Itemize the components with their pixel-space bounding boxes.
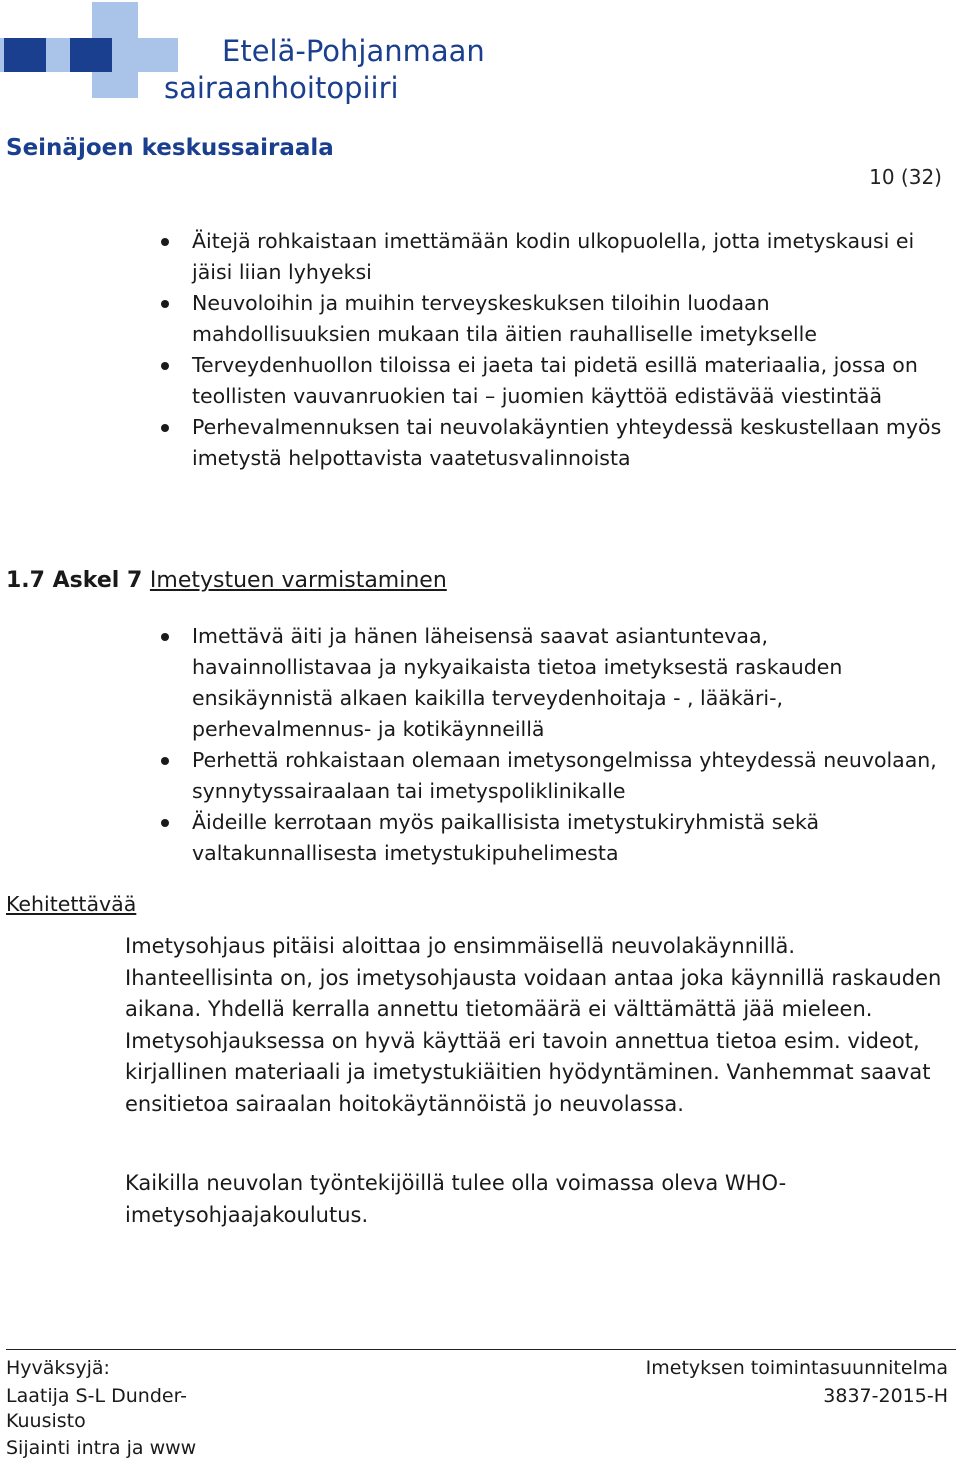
footer-author-line-1: Laatija S-L Dunder- <box>6 1385 188 1407</box>
list-item-text: Imettävä äiti ja hänen läheisensä saavat asiantuntevaa, havainnollistavaa ja nykyaikaista tietoa imetyksestä raskauden ensikäynnistä alkaen kaikilla terveydenhoitaja - , lääkäri-, perhevalmennus- ja kotikäynneillä <box>192 624 843 741</box>
bullet-icon <box>161 819 169 827</box>
list-item <box>192 288 944 350</box>
logo-dark-square-center <box>70 38 112 72</box>
development-paragraph-1: Imetysohjaus pitäisi aloittaa jo ensimmäisellä neuvolakäynnillä. Ihanteellisinta on, jos imetysohjausta voidaan antaa joka käynnillä raskauden aikana. Yhdellä kerralla annettu tietomäärä ei välttämättä jää mieleen. Imetysohjauksessa on hyvä käyttää eri tavoin annettua tietoa esim. videot, kirjallinen materiaali ja imetystukiäitien hyödyntäminen. Vanhemmat saavat ensitietoa sairaalan hoitokäytännöistä jo neuvolassa. <box>125 934 942 1116</box>
list-item <box>192 745 947 807</box>
footer-author-line-2: Kuusisto <box>6 1410 86 1432</box>
list-item-text: Äideille kerrotaan myös paikallisista imetystukiryhmistä sekä valtakunnallisesta imetystukipuhelimesta <box>192 810 820 865</box>
development-label: Kehitettävää <box>6 892 137 916</box>
footer-approved: Hyväksyjä: <box>6 1357 110 1379</box>
bullet-icon <box>161 757 169 765</box>
list-item <box>192 350 944 412</box>
footer-divider <box>6 1349 956 1350</box>
bullet-icon <box>161 424 169 432</box>
logo-line-1: Etelä-Pohjanmaan <box>222 34 485 68</box>
section-step: Askel 7 <box>52 568 143 593</box>
list-item <box>192 226 944 288</box>
footer-doc-title: Imetyksen toimintasuunnitelma <box>645 1357 948 1379</box>
development-paragraph-2: Kaikilla neuvolan työntekijöillä tulee olla voimassa oleva WHO-imetysohjaajakoulutus. <box>125 1171 787 1227</box>
list-item-text: Perhettä rohkaistaan olemaan imetysongelmissa yhteydessä neuvolaan, synnytyssairaalaan tai imetyspoliklinikalle <box>192 748 937 803</box>
section-heading <box>6 568 447 593</box>
section-bullet-list <box>192 621 947 869</box>
logo-line-2: sairaanhoitopiiri <box>164 71 399 105</box>
list-item <box>192 807 947 869</box>
hospital-name: Seinäjoen keskussairaala <box>6 135 334 161</box>
list-item-text: Perhevalmennuksen tai neuvolakäyntien yhteydessä keskustellaan myös imetystä helpottavista vaatetusvalinnoista <box>192 415 942 470</box>
footer-location: Sijainti intra ja www <box>6 1437 197 1459</box>
top-bullet-list <box>192 226 944 474</box>
section-number: 1.7 <box>6 568 45 593</box>
bullet-icon <box>161 633 169 641</box>
list-item-text: Äitejä rohkaistaan imettämään kodin ulkopuolella, jotta imetyskausi ei jäisi liian lyhyeksi <box>192 229 915 284</box>
footer-doc-code: 3837-2015-H <box>823 1385 948 1407</box>
bullet-icon <box>161 300 169 308</box>
section-title: Imetystuen varmistaminen <box>149 568 447 593</box>
logo-dark-square-left <box>4 38 46 72</box>
list-item-text: Neuvoloihin ja muihin terveyskeskuksen tiloihin luodaan mahdollisuuksien mukaan tila äitien rauhalliselle imetykselle <box>192 291 817 346</box>
list-item-text: Terveydenhuollon tiloissa ei jaeta tai pidetä esillä materiaalia, jossa on teollisten vauvanruokien tai – juomien käyttöä edistävää viestintää <box>192 353 918 408</box>
bullet-icon <box>161 238 169 246</box>
bullet-icon <box>161 362 169 370</box>
list-item <box>192 412 944 474</box>
page-number: 10 (32) <box>869 165 942 189</box>
list-item <box>192 621 947 745</box>
